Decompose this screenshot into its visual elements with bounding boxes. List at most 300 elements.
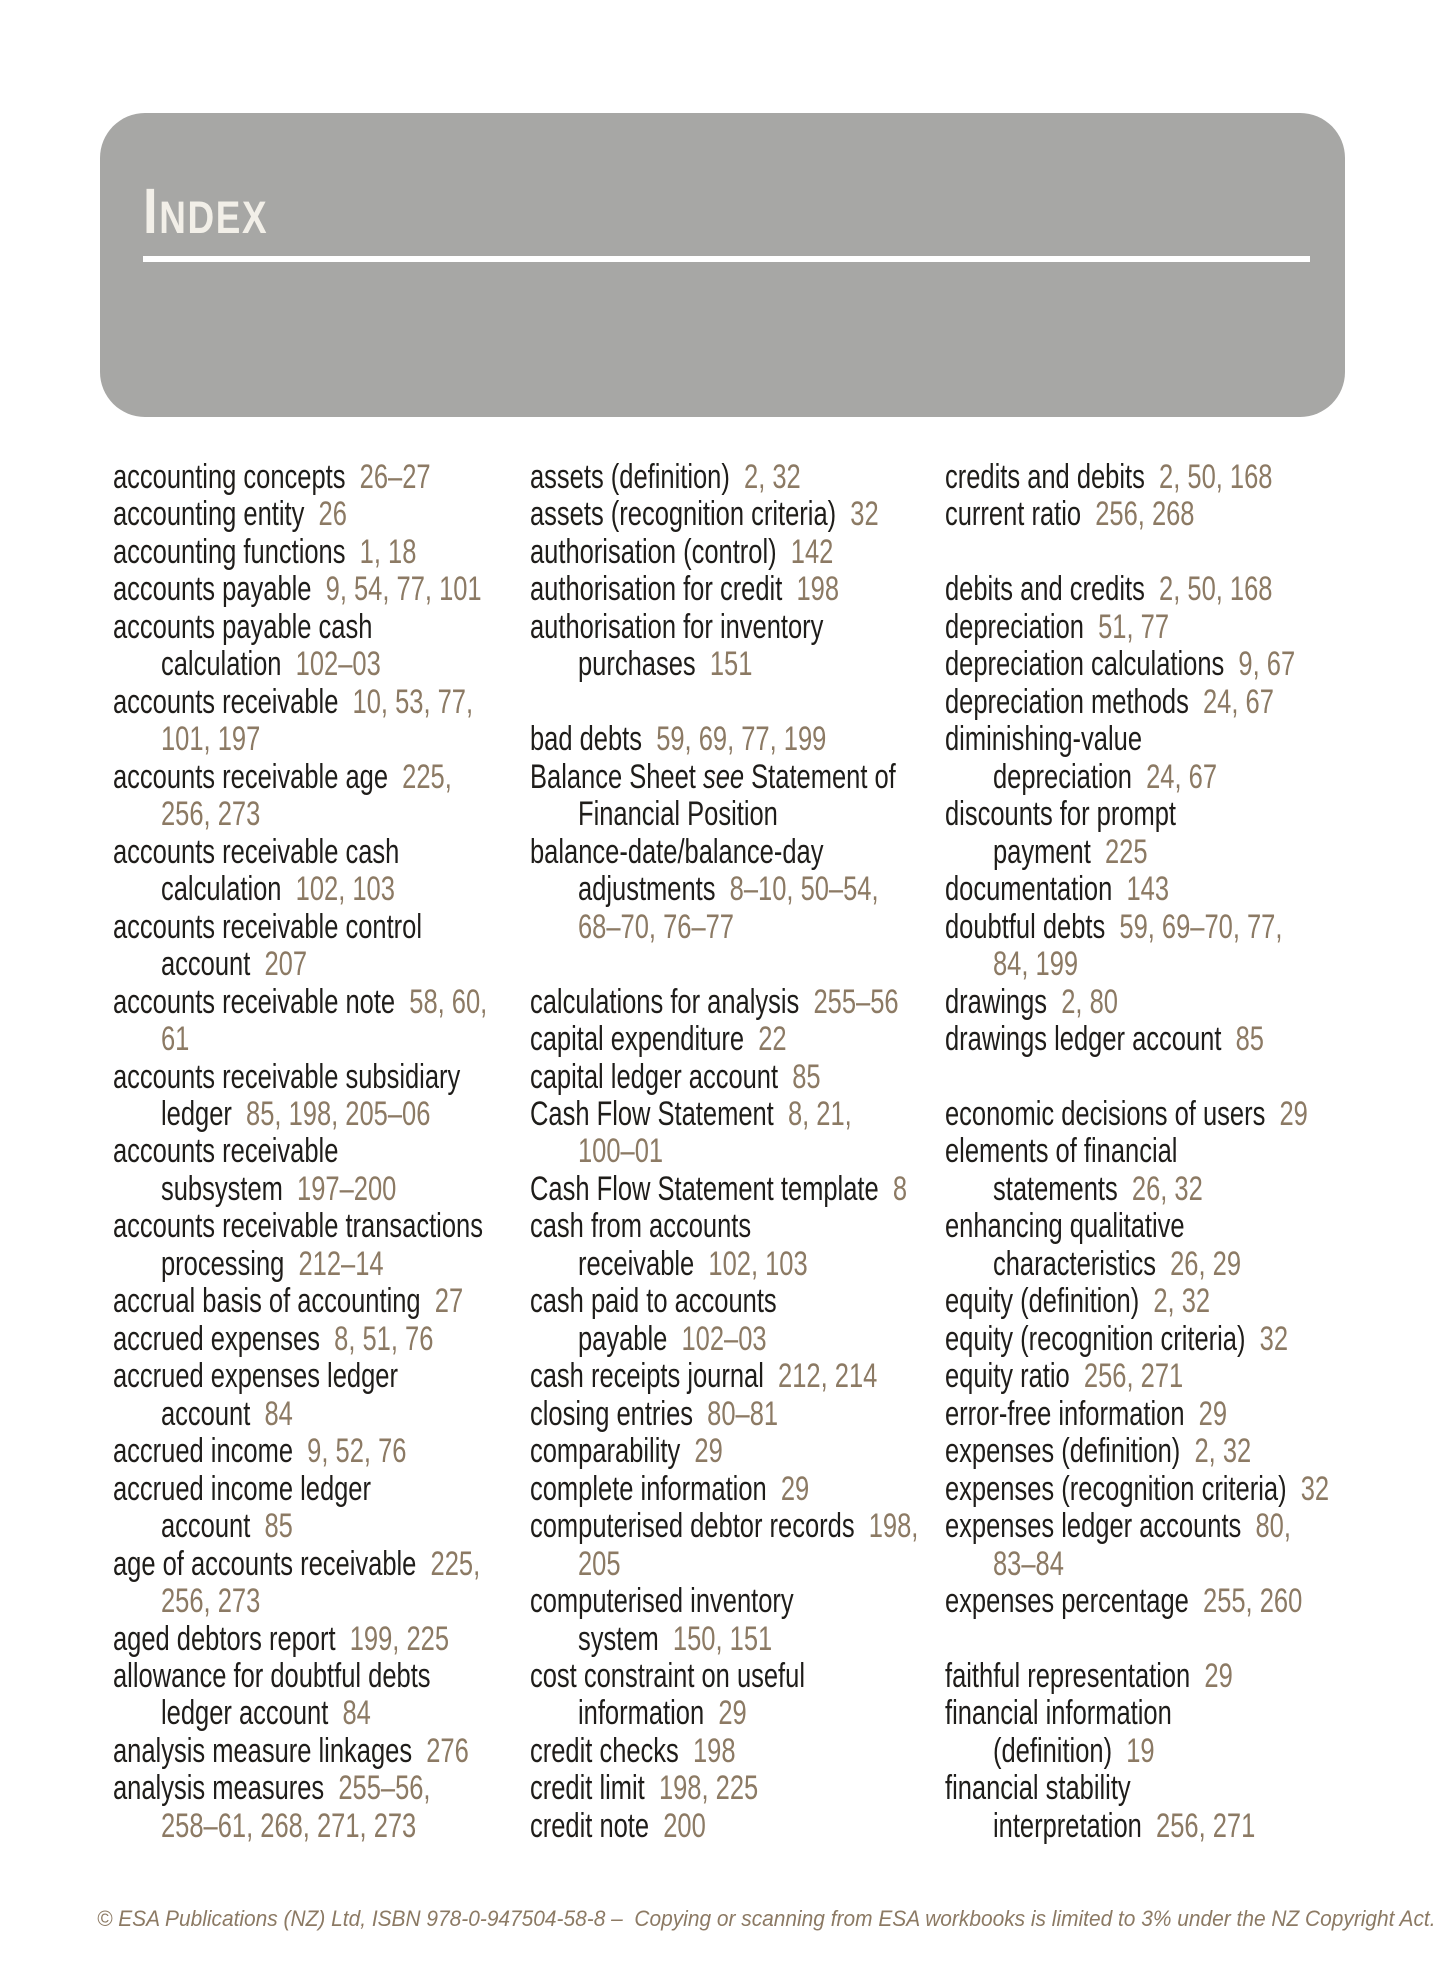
page-numbers: 198, 225: [644, 1769, 759, 1808]
index-entry-line: [113, 1508, 533, 1545]
index-term: accounts receivable note: [113, 982, 396, 1021]
index-entry-line: [945, 1808, 1365, 1845]
index-entry-line: [113, 1471, 533, 1508]
page-numbers: 2, 50, 168: [1144, 458, 1273, 496]
index-entry-line: [113, 571, 533, 608]
page-numbers: 29: [1184, 1394, 1228, 1433]
index-entry-line: [530, 646, 950, 683]
index-entry-line: [945, 571, 1365, 608]
index-term: capital expenditure: [530, 1020, 745, 1059]
index-term: accounts receivable: [113, 1132, 339, 1171]
page-numbers: 8, 51, 76: [319, 1319, 434, 1358]
index-entry-line: [113, 534, 533, 571]
index-entry-line: [530, 1808, 950, 1845]
index-term: elements of financial: [945, 1132, 1178, 1171]
page-numbers: 200: [649, 1806, 706, 1845]
index-term: authorisation (control): [530, 532, 777, 571]
index-entry-line: [113, 1246, 533, 1283]
index-entry-line: [530, 909, 950, 946]
index-entry-line: [113, 1583, 533, 1620]
index-term: depreciation methods: [945, 682, 1189, 721]
index-term: debits and credits: [945, 570, 1145, 609]
page-numbers: 258–61, 268, 271, 273: [161, 1806, 417, 1845]
index-entry-line: [945, 721, 1365, 758]
index-term: accounting concepts: [113, 458, 346, 496]
index-term: accrued expenses: [113, 1319, 320, 1358]
index-term: adjustments: [578, 870, 716, 909]
index-entry-line: [530, 1546, 950, 1583]
index-entry-line: [945, 1133, 1365, 1170]
index-term: accounts receivable age: [113, 757, 389, 796]
index-entry-line: [530, 1658, 950, 1695]
index-term: statements: [993, 1169, 1118, 1208]
index-column-3: [945, 459, 1365, 1845]
page-numbers: 102–03: [281, 645, 381, 684]
index-column-2: [530, 459, 950, 1845]
page-numbers: 26–27: [345, 458, 431, 496]
index-entry-line: [530, 1396, 950, 1433]
index-term: information: [578, 1694, 705, 1733]
page-numbers: 84, 199: [993, 945, 1079, 984]
index-term: diminishing-value: [945, 720, 1143, 759]
index-entry-line: [945, 871, 1365, 908]
page-numbers: 1, 18: [345, 532, 417, 571]
page-numbers: 2, 32: [729, 458, 801, 496]
page-numbers: 84: [328, 1694, 371, 1733]
index-entry-line: [113, 1695, 533, 1732]
index-term: analysis measures: [113, 1769, 325, 1808]
index-header-banner: [100, 113, 1345, 417]
page-numbers: 9, 54, 77, 101: [311, 570, 482, 609]
index-entry-line: [113, 909, 533, 946]
page-numbers: 84: [250, 1394, 293, 1433]
page-numbers: 29: [766, 1469, 810, 1508]
index-entry-line: [945, 1246, 1365, 1283]
index-term: authorisation for inventory: [530, 607, 824, 646]
index-entry-line: [945, 1321, 1365, 1358]
index-term: computerised inventory: [530, 1582, 794, 1621]
index-entry-line: [530, 1096, 950, 1133]
index-term: discounts for prompt: [945, 795, 1177, 834]
index-term: analysis measure linkages: [113, 1731, 413, 1770]
index-term: payable: [578, 1319, 668, 1358]
page-numbers: 212–14: [284, 1244, 384, 1283]
page-numbers: 29: [1265, 1094, 1308, 1133]
index-term: account: [161, 945, 251, 984]
index-term: drawings ledger account: [945, 1020, 1222, 1059]
index-term: purchases: [578, 645, 696, 684]
index-term: aged debtors report: [113, 1619, 336, 1658]
index-term: allowance for doubtful debts: [113, 1657, 431, 1695]
page-numbers: 207: [250, 945, 308, 984]
index-term: closing entries: [530, 1394, 694, 1433]
index-term: Cash Flow Statement template: [530, 1169, 879, 1208]
index-term: accrued income: [113, 1432, 294, 1471]
index-term: documentation: [945, 870, 1113, 909]
index-entry-line: [945, 1583, 1365, 1620]
index-entry-line: [113, 1546, 533, 1583]
index-entry-line: [945, 1733, 1365, 1770]
index-term: expenses ledger accounts: [945, 1507, 1242, 1546]
index-entry-line: [945, 1208, 1365, 1245]
page-numbers: 85: [250, 1507, 293, 1546]
blank-line: [530, 946, 950, 983]
page-numbers: 80–81: [693, 1394, 779, 1433]
index-entry-line: [945, 1658, 1365, 1695]
index-entry-line: [113, 459, 533, 496]
index-entry-line: [945, 1021, 1365, 1058]
page-numbers: 24, 67: [1188, 682, 1274, 721]
page-numbers: 198: [782, 570, 840, 609]
index-entry-line: [113, 721, 533, 758]
index-entry-line: [945, 1508, 1365, 1545]
index-term: economic decisions of users: [945, 1094, 1266, 1133]
index-entry-line: [945, 759, 1365, 796]
index-entry-line: [113, 1358, 533, 1395]
index-entry-line: [945, 496, 1365, 533]
index-entry-line: [113, 946, 533, 983]
page-numbers: 85, 198, 205–06: [231, 1094, 431, 1133]
page-numbers: 143: [1112, 870, 1170, 909]
index-term: cost constraint on useful: [530, 1657, 805, 1695]
index-entry-line: [530, 1621, 950, 1658]
page-numbers: 2, 80: [1047, 982, 1118, 1021]
index-entry-line: [113, 796, 533, 833]
index-entry-line: [113, 1208, 533, 1245]
index-term: authorisation for credit: [530, 570, 783, 609]
index-term: drawings: [945, 982, 1048, 1021]
index-entry-line: [530, 721, 950, 758]
index-term: faithful representation: [945, 1657, 1191, 1695]
index-term: equity (definition): [945, 1282, 1140, 1321]
index-entry-line: [945, 834, 1365, 871]
page-numbers: 197–200: [282, 1169, 397, 1208]
index-term: doubtful debts: [945, 907, 1106, 946]
page-numbers: 198,: [854, 1507, 919, 1546]
index-entry-line: [113, 984, 533, 1021]
index-entry-line: [113, 759, 533, 796]
index-term: ledger account: [161, 1694, 329, 1733]
index-term: accounts receivable: [113, 682, 339, 721]
index-entry-line: [113, 1321, 533, 1358]
page-numbers: 199, 225: [335, 1619, 450, 1658]
index-entry-line: [113, 684, 533, 721]
index-term: accounting entity: [113, 495, 305, 534]
index-entry-line: [530, 1770, 950, 1807]
index-entry-line: [113, 1621, 533, 1658]
page-numbers: 19: [1112, 1731, 1155, 1770]
index-term: capital ledger account: [530, 1057, 779, 1096]
index-term: bad debts: [530, 720, 643, 759]
page-numbers: 29: [1190, 1657, 1233, 1695]
index-term: age of accounts receivable: [113, 1544, 417, 1583]
page-numbers: 24, 67: [1131, 757, 1218, 796]
index-entry-line: [945, 646, 1365, 683]
index-entry-line: [945, 796, 1365, 833]
index-term: subsystem: [161, 1169, 283, 1208]
page-numbers: 255–56: [799, 982, 899, 1021]
page-numbers: 85: [1221, 1020, 1264, 1059]
index-entry-line: [530, 459, 950, 496]
page-numbers: 29: [704, 1694, 747, 1733]
index-entry-line: [530, 1733, 950, 1770]
page-title: [143, 175, 269, 247]
index-entry-line: [530, 1583, 950, 1620]
index-entry-line: [530, 1321, 950, 1358]
index-entry-line: [530, 1208, 950, 1245]
index-entry-line: [530, 1283, 950, 1320]
index-entry-line: [113, 1171, 533, 1208]
index-term: accounts receivable transactions: [113, 1207, 483, 1246]
index-term: accounts receivable cash: [113, 832, 400, 871]
page-numbers: 225,: [388, 757, 452, 796]
blank-line: [945, 1059, 1365, 1096]
index-term: equity (recognition criteria): [945, 1319, 1246, 1358]
index-entry-line: [945, 909, 1365, 946]
page-numbers: 255, 260: [1188, 1582, 1303, 1621]
index-entry-line: [530, 1246, 950, 1283]
index-term: account: [161, 1507, 251, 1546]
page-numbers: 26: [304, 495, 347, 534]
index-entry-line: [945, 1171, 1365, 1208]
page-numbers: 142: [776, 532, 834, 571]
index-entry-line: [530, 1695, 950, 1732]
page-numbers: 225,: [416, 1544, 481, 1583]
index-entry-line: [530, 496, 950, 533]
index-entry-line: [945, 1770, 1365, 1807]
page-numbers: 256, 273: [161, 1582, 261, 1621]
page-numbers: 27: [420, 1282, 464, 1321]
index-term: accounts payable cash: [113, 607, 373, 646]
index-entry-line: [113, 1770, 533, 1807]
index-term: assets (definition): [530, 458, 730, 496]
index-entry-line: [945, 1283, 1365, 1320]
index-entry-line: [113, 1733, 533, 1770]
index-entry-line: [113, 1096, 533, 1133]
index-term: credits and debits: [945, 458, 1145, 496]
page-numbers: 100–01: [578, 1132, 664, 1171]
page-numbers: 9, 52, 76: [293, 1432, 407, 1471]
index-term: depreciation: [945, 607, 1084, 646]
index-entry-line: [113, 1021, 533, 1058]
page-numbers: 2, 32: [1139, 1282, 1211, 1321]
index-term: credit checks: [530, 1731, 679, 1770]
index-entry-line: [530, 1433, 950, 1470]
index-term: credit limit: [530, 1769, 645, 1808]
page-numbers: 150, 151: [658, 1619, 773, 1658]
page-numbers: 59, 69–70, 77,: [1105, 907, 1283, 946]
page-numbers: 9, 67: [1224, 645, 1296, 684]
index-term: balance-date/balance-day: [530, 832, 824, 871]
index-column-1: [113, 459, 533, 1845]
see-cross-reference: see: [702, 757, 745, 796]
index-term: account: [161, 1394, 251, 1433]
index-entry-line: [945, 684, 1365, 721]
page-numbers: 32: [1245, 1319, 1289, 1358]
index-entry-line: [113, 609, 533, 646]
index-entry-line: [945, 1433, 1365, 1470]
page-numbers: 8: [878, 1169, 908, 1208]
page-title-initial: I: [143, 175, 160, 247]
index-term: calculation: [161, 645, 282, 684]
page-numbers: 8–10, 50–54,: [715, 870, 879, 909]
index-entry-line: [945, 1471, 1365, 1508]
page-numbers: 58, 60,: [395, 982, 488, 1021]
index-term: expenses (recognition criteria): [945, 1469, 1287, 1508]
page-numbers: 26, 29: [1155, 1244, 1242, 1283]
page-numbers: 85: [778, 1057, 821, 1096]
page-title-rest: NDEX: [159, 192, 269, 243]
page-numbers: 68–70, 76–77: [578, 907, 734, 946]
page-numbers: 225: [1090, 832, 1148, 871]
page-numbers: 51, 77: [1083, 607, 1170, 646]
page-numbers: 198: [678, 1731, 736, 1770]
page-numbers: 2, 32: [1180, 1432, 1252, 1471]
index-entry-line: [945, 1096, 1365, 1133]
index-entry-line: [530, 871, 950, 908]
index-term: payment: [993, 832, 1091, 871]
page-numbers: 256, 273: [161, 795, 261, 834]
page-numbers: 256, 271: [1141, 1806, 1256, 1845]
index-entry-line: [113, 1059, 533, 1096]
index-term: Balance Sheet: [530, 757, 703, 796]
index-entry-line: [530, 1171, 950, 1208]
page-numbers: 101, 197: [161, 720, 261, 759]
page-numbers: 102, 103: [694, 1244, 808, 1283]
index-term: accounts receivable control: [113, 907, 423, 946]
index-term: calculation: [161, 870, 282, 909]
index-term: expenses percentage: [945, 1582, 1189, 1621]
index-entry-line: [113, 1133, 533, 1170]
index-entry-line: [530, 834, 950, 871]
index-term: Cash Flow Statement: [530, 1094, 774, 1133]
index-entry-line: [530, 759, 950, 796]
index-entry-line: [945, 1358, 1365, 1395]
index-term: enhancing qualitative: [945, 1207, 1185, 1246]
index-entry-line: [945, 1695, 1365, 1732]
blank-line: [530, 684, 950, 721]
index-entry-line: [530, 534, 950, 571]
page-numbers: 255–56,: [324, 1769, 431, 1808]
index-entry-line: [113, 496, 533, 533]
index-entry-line: [113, 1283, 533, 1320]
index-entry-line: [530, 609, 950, 646]
page-numbers: 59, 69, 77, 199: [642, 720, 827, 759]
index-term: financial stability: [945, 1769, 1131, 1808]
index-entry-line: [113, 1433, 533, 1470]
index-term: interpretation: [993, 1806, 1142, 1845]
index-term: depreciation: [993, 757, 1132, 796]
index-entry-line: [945, 609, 1365, 646]
index-term: system: [578, 1619, 659, 1658]
page-numbers: 29: [680, 1432, 723, 1471]
blank-line: [945, 1621, 1365, 1658]
page-numbers: 10, 53, 77,: [338, 682, 474, 721]
index-entry-line: [530, 1021, 950, 1058]
index-entry-line: [945, 946, 1365, 983]
index-entry-line: [945, 984, 1365, 1021]
index-entry-line: [530, 1471, 950, 1508]
index-term: accrual basis of accounting: [113, 1282, 421, 1321]
index-term: credit note: [530, 1806, 650, 1845]
page-numbers: 2, 50, 168: [1144, 570, 1273, 609]
page-numbers: 151: [695, 645, 753, 684]
index-term: (definition): [993, 1731, 1113, 1770]
index-term: receivable: [578, 1244, 695, 1283]
index-entry-line: [530, 1133, 950, 1170]
index-term: accrued expenses ledger: [113, 1357, 398, 1396]
index-entry-line: [530, 1508, 950, 1545]
page-numbers: 26, 32: [1117, 1169, 1203, 1208]
index-entry-line: [945, 1546, 1365, 1583]
index-term: accounts payable: [113, 570, 312, 609]
index-entry-line: [530, 1059, 950, 1096]
index-term: error-free information: [945, 1394, 1185, 1433]
index-entry-line: [113, 1396, 533, 1433]
page-numbers: 276: [412, 1731, 469, 1770]
page-numbers: 61: [161, 1020, 190, 1059]
index-entry-line: [530, 796, 950, 833]
page-numbers: 102, 103: [281, 870, 395, 909]
copyright-footer: © ESA Publications (NZ) Ltd, ISBN 978-0-947504-58-8 – Copying or scanning from ESA workbooks is limited to 3% under the NZ Copyright Act.: [97, 1906, 1436, 1931]
index-term: characteristics: [993, 1244, 1156, 1283]
index-entry-line: [530, 1358, 950, 1395]
index-term: calculations for analysis: [530, 982, 800, 1021]
index-term: equity ratio: [945, 1357, 1070, 1396]
page-numbers: 256, 268: [1081, 495, 1195, 534]
index-term: Financial Position: [578, 795, 778, 834]
index-term: accounting functions: [113, 532, 346, 571]
index-entry-line: [113, 1658, 533, 1695]
index-term: processing: [161, 1244, 285, 1283]
page-numbers: 212, 214: [763, 1357, 878, 1396]
blank-line: [945, 534, 1365, 571]
page-numbers: 102–03: [667, 1319, 767, 1358]
index-term: complete information: [530, 1469, 767, 1508]
page-numbers: 80,: [1241, 1507, 1291, 1546]
index-entry-line: [945, 1396, 1365, 1433]
page-numbers: 205: [578, 1544, 621, 1583]
index-entry-line: [113, 1808, 533, 1845]
index-term: accrued income ledger: [113, 1469, 371, 1508]
index-term: current ratio: [945, 495, 1082, 534]
index-term: financial information: [945, 1694, 1172, 1733]
index-term: computerised debtor records: [530, 1507, 855, 1546]
index-term: assets (recognition criteria): [530, 495, 837, 534]
title-underline-rule: [143, 256, 1310, 262]
index-term: cash paid to accounts: [530, 1282, 777, 1321]
index-term: ledger: [161, 1094, 232, 1133]
page-numbers: 22: [744, 1020, 787, 1059]
index-term: depreciation calculations: [945, 645, 1225, 684]
page-numbers: 32: [836, 495, 879, 534]
index-term: expenses (definition): [945, 1432, 1181, 1471]
page-numbers: 8, 21,: [773, 1094, 852, 1133]
index-term: comparability: [530, 1432, 681, 1471]
index-entry-line: [530, 984, 950, 1021]
index-term: cash from accounts: [530, 1207, 752, 1246]
index-entry-line: [113, 646, 533, 683]
index-entry-line: [945, 459, 1365, 496]
index-entry-line: [530, 571, 950, 608]
index-entry-line: [113, 871, 533, 908]
index-entry-line: [113, 834, 533, 871]
page-numbers: 83–84: [993, 1544, 1064, 1583]
page-numbers: 256, 271: [1069, 1357, 1184, 1396]
index-term: cash receipts journal: [530, 1357, 764, 1396]
index-term: accounts receivable subsidiary: [113, 1057, 461, 1096]
index-term: Statement of: [744, 757, 896, 796]
